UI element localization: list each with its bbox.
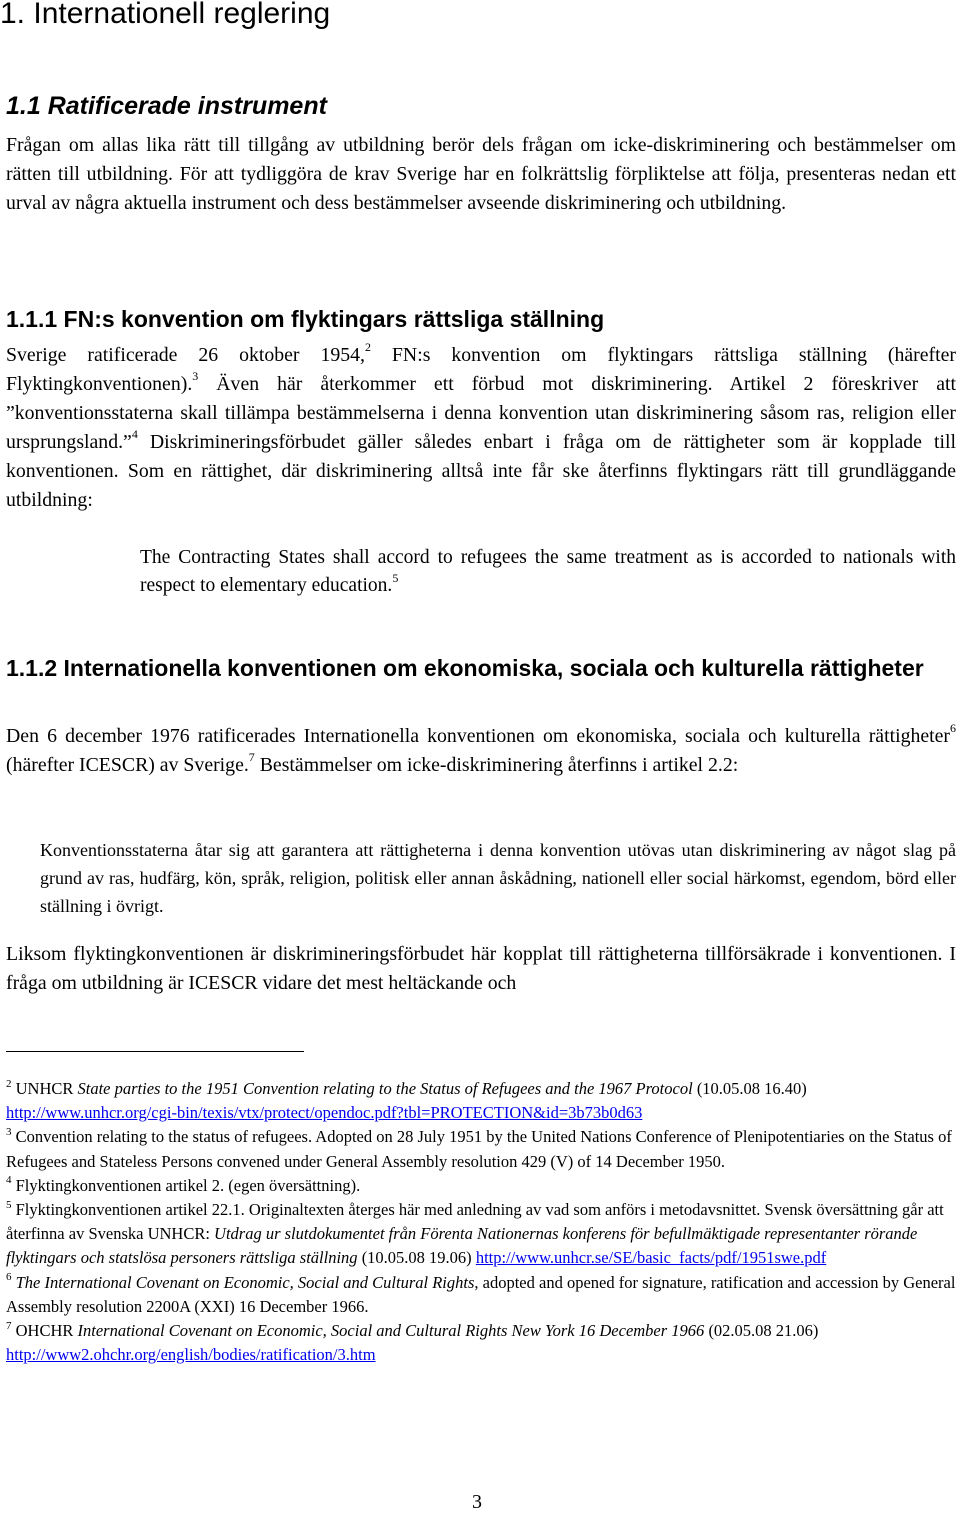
footnote-divider bbox=[6, 1051, 304, 1052]
icescr-paragraph bbox=[6, 722, 956, 780]
footnotes bbox=[6, 1077, 956, 1367]
footnote-3 bbox=[6, 1125, 956, 1173]
footnote-number: 2 bbox=[6, 1077, 12, 1090]
footnote-link[interactable]: http://www.unhcr.org/cgi-bin/texis/vtx/protect/opendoc.pdf?tbl=PROTECTION&id=3b73b0d63 bbox=[6, 1103, 643, 1123]
subsection-heading-1-1-1: 1.1.1 FN:s konvention om flyktingars rättsliga ställning bbox=[6, 306, 605, 332]
footnote-5 bbox=[6, 1198, 956, 1271]
footnote-ref-4[interactable]: 4 bbox=[131, 427, 138, 442]
footnote-link[interactable]: http://www.unhcr.se/SE/basic_facts/pdf/1951swe.pdf bbox=[475, 1248, 827, 1268]
refugee-convention-quote bbox=[140, 544, 956, 600]
footnote-ref-3[interactable]: 3 bbox=[192, 369, 199, 384]
paragraph-text: Även här återkommer ett förbud mot diskriminering. Artikel 2 föreskriver att ”konventionsstaterna skall tillämpa bestämmelserna i denna konvention utan diskriminering såsom ras, religion eller ursprungsland.” bbox=[6, 373, 956, 453]
paragraph-text: FN:s konvention om flyktingars rättsliga ställning (härefter Flyktingkonventionen). bbox=[6, 344, 956, 395]
footnote-title: Utdrag ur slutdokumentet från Förenta Nationernas konferens för befullmäktigade representanter rörande flyktingars och statslösa personers rättsliga ställning bbox=[6, 1224, 918, 1268]
refugee-convention-paragraph bbox=[6, 341, 956, 515]
footnote-ref-5[interactable]: 5 bbox=[392, 570, 399, 585]
footnote-7 bbox=[6, 1319, 956, 1367]
icescr-followup-paragraph: Liksom flyktingkonventionen är diskrimineringsförbudet här kopplat till rättigheterna tillförsäkrade i konventionen. I fråga om utbildning är ICESCR vidare det mest heltäckande och bbox=[6, 943, 956, 994]
footnote-text: , adopted and opened for signature, ratification and accession by General Assembly resolution 2200A (XXI) 16 December 1966. bbox=[6, 1272, 956, 1316]
footnote-6 bbox=[6, 1271, 956, 1319]
footnote-title: State parties to the 1951 Convention relating to the Status of Refugees and the 1967 Protocol bbox=[77, 1079, 693, 1098]
paragraph-text: Bestämmelser om icke-diskriminering återfinns i artikel 2.2: bbox=[254, 754, 739, 776]
footnote-text: UNHCR bbox=[11, 1079, 78, 1098]
footnote-link[interactable]: http://www2.ohchr.org/english/bodies/ratification/3.htm bbox=[6, 1345, 376, 1365]
footnote-number: 3 bbox=[6, 1125, 12, 1138]
subsection-heading-1-1-2: 1.1.2 Internationella konventionen om ekonomiska, sociala och kulturella rättigheter bbox=[6, 655, 924, 681]
footnote-text: Flyktingkonventionen artikel 2. (egen översättning). bbox=[11, 1175, 361, 1195]
footnote-text: Convention relating to the status of refugees. Adopted on 28 July 1951 by the United Nations Conference of Plenipotentiaries on the Status of Refugees and Stateless Persons convened under General Assembly resolution 429 (V) of 14 December 1950. bbox=[6, 1127, 952, 1171]
footnote-ref-2[interactable]: 2 bbox=[364, 340, 371, 355]
footnote-number: 5 bbox=[6, 1198, 12, 1211]
chapter-heading: 1. Internationell reglering bbox=[0, 0, 331, 30]
paragraph-text: Sverige ratificerade 26 oktober 1954, bbox=[6, 344, 365, 366]
paragraph-text: Diskrimineringsförbudet gäller således enbart i fråga om de rättigheter som är kopplade till konventionen. Som en rättighet, där diskriminering alltså inte får ske återfinns flyktingars rätt till grundläggande utbildning: bbox=[6, 431, 956, 511]
paragraph-text: (härefter ICESCR) av Sverige. bbox=[6, 754, 249, 776]
footnote-text: Flyktingkonventionen artikel 22.1. Originaltexten återges här med anledning av vad som anförs i metodavsnittet. Svensk översättning går att återfinna av Svenska UNHCR: bbox=[6, 1200, 944, 1244]
intro-paragraph: Frågan om allas lika rätt till tillgång av utbildning berör dels frågan om icke-diskriminering och bestämmelser om rätten till utbildning. För att tydliggöra de krav Sverige har en folkrättslig förpliktelse att följa, presenteras nedan ett urval av några aktuella instrument och dess bestämmelser avseende diskriminering och utbildning. bbox=[6, 134, 956, 214]
quote-text: The Contracting States shall accord to refugees the same treatment as is accorded to nationals with respect to elementary education. bbox=[140, 547, 956, 596]
footnote-ref-6[interactable]: 6 bbox=[950, 721, 956, 736]
section-heading: 1.1 Ratificerade instrument bbox=[6, 92, 327, 120]
paragraph-text: Den 6 december 1976 ratificerades Internationella konventionen om ekonomiska, sociala och kulturella rättigheter bbox=[6, 725, 950, 747]
icescr-quote: Konventionsstaterna åtar sig att garantera att rättigheterna i denna konvention utövas utan diskriminering av något slag på grund av ras, hudfärg, kön, språk, religion, politisk eller annan åskådning, nationell eller social härkomst, egendom, börd eller ställning i övrigt. bbox=[40, 840, 956, 916]
footnote-text: (10.05.08 16.40) bbox=[692, 1079, 807, 1098]
footnote-4 bbox=[6, 1174, 956, 1198]
footnote-text: OHCHR bbox=[11, 1321, 78, 1341]
footnote-number: 4 bbox=[6, 1174, 12, 1187]
footnote-number: 7 bbox=[6, 1319, 12, 1332]
footnote-text: (02.05.08 21.06) bbox=[704, 1321, 819, 1341]
footnote-title: The International Covenant on Economic, Social and Cultural Rights bbox=[11, 1272, 475, 1292]
footnote-ref-7[interactable]: 7 bbox=[248, 750, 255, 765]
footnote-text: (10.05.08 19.06) bbox=[357, 1248, 476, 1268]
page-number: 3 bbox=[472, 1491, 482, 1513]
footnote-title: International Covenant on Economic, Social and Cultural Rights New York 16 December 1966 bbox=[77, 1321, 705, 1341]
footnote-2 bbox=[6, 1077, 956, 1125]
footnote-number: 6 bbox=[6, 1271, 12, 1284]
